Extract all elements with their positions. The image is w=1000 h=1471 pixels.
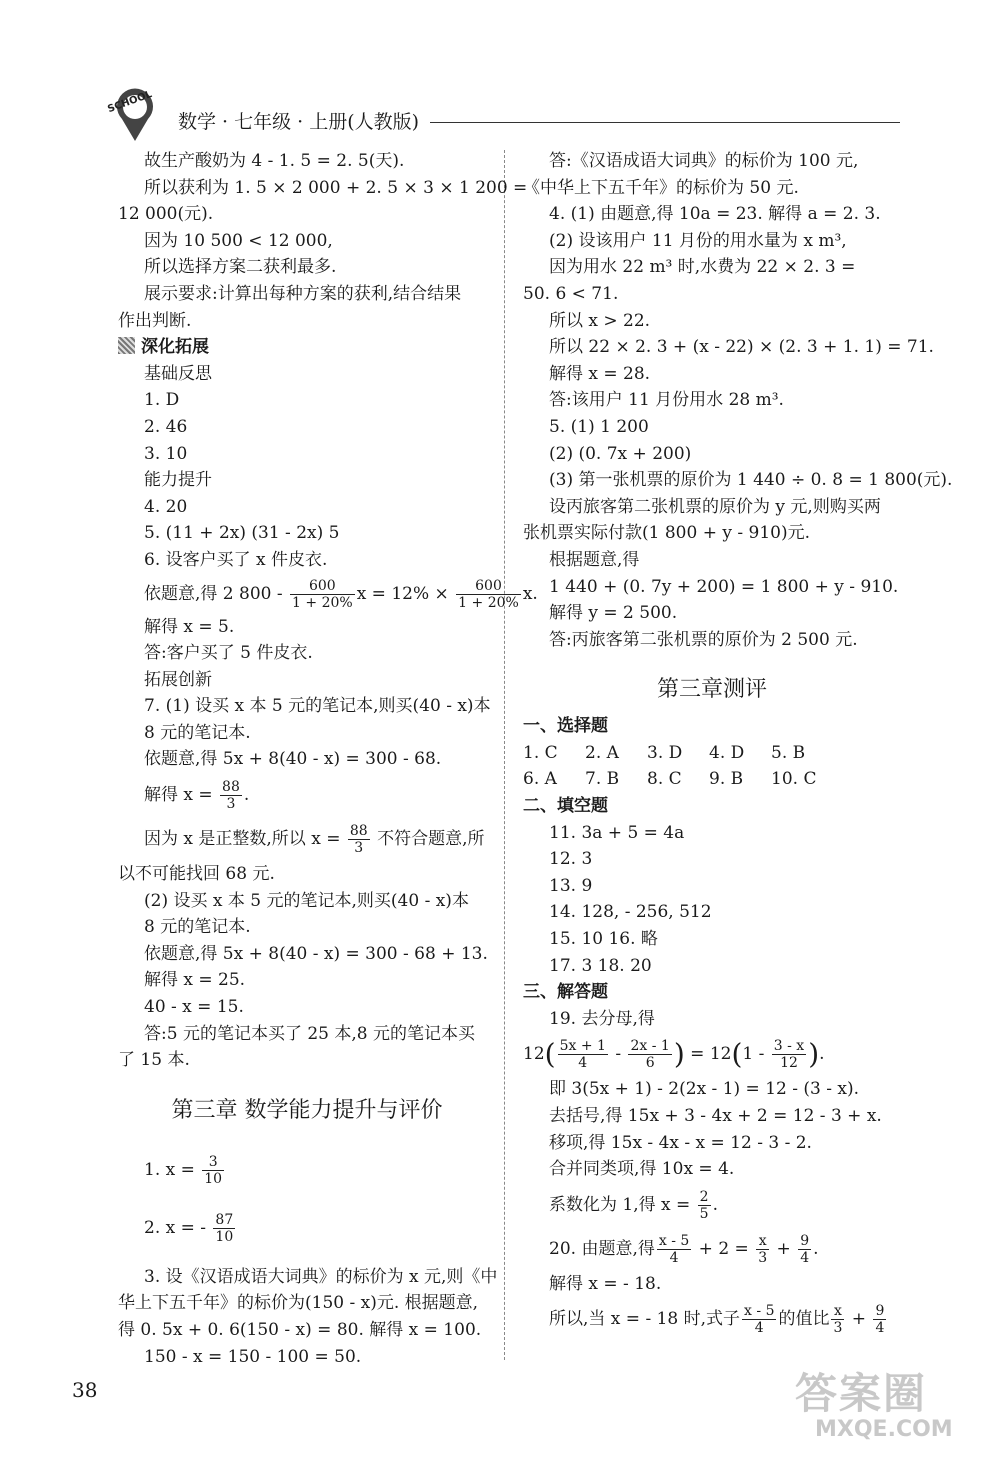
left-block-e xyxy=(118,1264,496,1370)
page-number: 38 xyxy=(72,1378,98,1402)
fraction-den: 10 xyxy=(215,1228,234,1245)
test-title: 第三章测评 xyxy=(656,677,767,703)
paren-open: ( xyxy=(544,1037,556,1071)
section-fill: 二、填空题 xyxy=(523,796,608,817)
text-line: 依题意,得 5x + 8(40 - x) = 300 - 68 + 13. xyxy=(144,943,488,964)
text-line: 7. (1) 设买 x 本 5 元的笔记本,则买(40 - x)本 xyxy=(144,696,491,717)
fraction-num: x - 5 xyxy=(744,1303,775,1320)
text-line: 13. 9 xyxy=(549,875,593,896)
fraction xyxy=(220,779,242,812)
q19-eq: = 12 xyxy=(684,1044,732,1065)
q20-pre: 20. 由题意,得 xyxy=(549,1238,655,1259)
text-line: 8 元的笔记本. xyxy=(144,722,251,743)
paren-close: ) xyxy=(673,1037,685,1071)
q20-plus: + xyxy=(771,1238,797,1259)
fraction-num: 2x - 1 xyxy=(630,1038,670,1055)
q20-conclusion xyxy=(523,1297,901,1341)
coef-post: . xyxy=(712,1194,718,1215)
text-line: 6. 设客户买了 x 件皮衣. xyxy=(144,549,328,570)
q6-pre: 依题意,得 2 800 - xyxy=(144,583,289,604)
text-line: 华上下五千年》的标价为(150 - x)元. 根据题意, xyxy=(118,1293,479,1314)
fraction xyxy=(873,1303,886,1336)
text-line: 3. 10 xyxy=(144,443,188,464)
q19-one: 1 - xyxy=(742,1044,770,1065)
fill-answers xyxy=(523,820,901,980)
page-header xyxy=(100,85,900,145)
text-line: 解得 x = 28. xyxy=(549,363,651,384)
section-choice: 一、选择题 xyxy=(523,716,608,737)
watermark-logo xyxy=(785,1361,975,1451)
q7a-pre: 解得 x = xyxy=(144,785,219,806)
text-line: 移项,得 15x - 4x - x = 12 - 3 - 2. xyxy=(549,1132,812,1153)
watermark-line1: 答案圈 xyxy=(795,1369,928,1418)
fraction-num: 3 xyxy=(202,1154,224,1171)
choice-answer: 10. C xyxy=(771,769,817,790)
fraction-num: 600 xyxy=(456,578,521,595)
fraction-num: 88 xyxy=(349,823,368,840)
header-rule xyxy=(430,122,900,123)
text-line: 150 - x = 150 - 100 = 50. xyxy=(144,1346,362,1367)
fraction-den: 4 xyxy=(800,1249,810,1266)
text-line: 即 3(5x + 1) - 2(2x - 1) = 12 - (3 - x). xyxy=(549,1079,860,1100)
c2-pre: 2. x = - xyxy=(144,1217,212,1238)
fraction-den: 3 xyxy=(354,840,364,857)
text-line: 所以 x > 22. xyxy=(549,310,651,331)
text-line: 15. 10 16. 略 xyxy=(549,929,658,950)
fraction-num: 87 xyxy=(215,1211,234,1228)
choice-row-2 xyxy=(523,766,901,793)
text-line: 答:《汉语成语大词典》的标价为 100 元, xyxy=(549,151,859,171)
fraction xyxy=(348,823,370,856)
right-block-b xyxy=(523,1076,901,1182)
text-line: 5. (1) 1 200 xyxy=(549,416,649,437)
q20-equation xyxy=(523,1227,901,1271)
coef-step xyxy=(523,1183,901,1227)
text-line: 14. 128, - 256, 512 xyxy=(549,902,712,923)
right-column xyxy=(523,148,953,1341)
fraction xyxy=(290,578,355,611)
choice-answer: 4. D xyxy=(709,742,745,763)
c1-pre: 1. x = xyxy=(144,1159,201,1180)
svg-text:SCHOOL: SCHOOL xyxy=(106,89,154,116)
fraction-num: 9 xyxy=(800,1232,810,1249)
text-line: (2) 设买 x 本 5 元的笔记本,则买(40 - x)本 xyxy=(144,890,469,911)
text-line: 所以 22 × 2. 3 + (x - 22) × (2. 3 + 1. 1) = 71. xyxy=(549,337,934,358)
text-line: 17. 3 18. 20 xyxy=(549,955,652,976)
school-logo-icon xyxy=(100,85,170,143)
text-line: 《中华上下五千年》的标价为 50 元. xyxy=(523,177,799,198)
fraction xyxy=(456,578,521,611)
chapter-title: 第三章 数学能力提升与评价 xyxy=(171,1097,443,1123)
q7-reason xyxy=(118,817,496,861)
text-line: 去括号,得 15x + 3 - 4x + 2 = 12 - 3 + x. xyxy=(549,1106,882,1126)
text-line: 3. 设《汉语成语大词典》的标价为 x 元,则《中 xyxy=(144,1266,498,1287)
text-line: 因为 10 500 < 12 000, xyxy=(144,230,333,251)
text-line: 1. D xyxy=(144,390,180,411)
text-line: (2) (0. 7x + 200) xyxy=(549,443,692,464)
section-heading-shenhua xyxy=(118,334,496,361)
fraction-num: 88 xyxy=(222,779,240,796)
text-line: (2) 设该用户 11 月份的用水量为 x m³, xyxy=(549,230,847,251)
watermark-line2: MXQE.COM xyxy=(815,1417,953,1442)
q19-equation xyxy=(523,1032,901,1076)
section-marker-icon xyxy=(118,337,135,354)
fraction-num: x xyxy=(831,1303,844,1320)
fraction xyxy=(772,1038,806,1071)
fraction-num: 9 xyxy=(875,1303,885,1320)
text-line: 因为用水 22 m³ 时,水费为 22 × 2. 3 = xyxy=(549,257,856,278)
fraction-den: 10 xyxy=(204,1170,223,1187)
q19-intro: 19. 去分母,得 xyxy=(549,1008,655,1029)
fraction-num: 2 xyxy=(699,1188,709,1205)
q6-post: x. xyxy=(522,583,538,604)
text-line: 解得 x = 5. xyxy=(144,616,235,637)
left-block-a xyxy=(118,148,528,334)
text-line: 设丙旅客第二张机票的原价为 y 元,则购买两 xyxy=(549,496,881,517)
fraction xyxy=(831,1303,844,1336)
text-line: 2. 46 xyxy=(144,416,188,437)
fraction-den: 1 + 20% xyxy=(292,594,353,611)
text-line: 能力提升 xyxy=(144,470,212,491)
right-block-a xyxy=(523,148,953,653)
left-block-c xyxy=(118,614,496,774)
text-line: 合并同类项,得 10x = 4. xyxy=(549,1159,735,1180)
fraction xyxy=(742,1303,776,1336)
text-line: 了 15 本. xyxy=(118,1050,190,1071)
text-line: 4. (1) 由题意,得 10a = 23. 解得 a = 2. 3. xyxy=(549,204,881,225)
q20-result: 解得 x = - 18. xyxy=(549,1273,662,1294)
q20c-mid: 的值比 xyxy=(778,1309,830,1330)
q19-end: . xyxy=(819,1044,825,1065)
column-divider xyxy=(504,150,505,1360)
q20c-pre: 所以,当 x = - 18 时,式子 xyxy=(549,1309,741,1330)
text-line: 40 - x = 15. xyxy=(144,997,244,1018)
q6-mid: x = 12% × xyxy=(356,583,455,604)
q19-minus: - xyxy=(609,1044,627,1065)
chapter-answer-2 xyxy=(118,1206,496,1250)
q20c-plus: + xyxy=(846,1309,872,1330)
fraction xyxy=(202,1154,224,1187)
text-line: 拓展创新 xyxy=(144,669,212,690)
text-line: (3) 第一张机票的原价为 1 440 ÷ 0. 8 = 1 800(元). xyxy=(549,470,953,491)
choice-answer: 5. B xyxy=(771,742,806,763)
choice-answer: 7. B xyxy=(585,769,620,790)
fraction-den: 4 xyxy=(669,1249,679,1266)
text-line: 以不可能找回 68 元. xyxy=(118,864,275,885)
left-column xyxy=(118,148,538,1370)
fraction-den: 4 xyxy=(754,1320,764,1337)
text-line: 答:客户买了 5 件皮衣. xyxy=(144,643,313,664)
left-block-d xyxy=(118,861,496,1074)
fraction-den: 1 + 20% xyxy=(458,594,519,611)
chapter-answer-1 xyxy=(118,1148,496,1192)
text-line: 张机票实际付款(1 800 + y - 910)元. xyxy=(523,523,810,544)
section-heading-text: 深化拓展 xyxy=(141,337,209,358)
text-line: 1 440 + (0. 7y + 200) = 1 800 + y - 910. xyxy=(549,576,899,597)
left-block-b xyxy=(118,361,496,574)
fraction-den: 6 xyxy=(645,1055,655,1072)
fraction xyxy=(698,1189,711,1222)
text-line: 11. 3a + 5 = 4a xyxy=(549,822,685,843)
fraction-den: 3 xyxy=(226,796,236,813)
text-line: 答:该用户 11 月份用水 28 m³. xyxy=(549,390,784,411)
text-line: 故生产酸奶为 4 - 1. 5 = 2. 5(天). xyxy=(144,151,405,171)
fraction xyxy=(628,1038,671,1071)
fraction xyxy=(213,1212,235,1245)
choice-answer: 1. C xyxy=(523,742,558,763)
paren-close: ) xyxy=(808,1037,820,1071)
choice-answer: 6. A xyxy=(523,769,557,790)
choice-row-1 xyxy=(523,740,901,767)
text-line: 4. 20 xyxy=(144,496,188,517)
fraction-den: 3 xyxy=(758,1249,768,1266)
section-solve: 三、解答题 xyxy=(523,982,608,1003)
fraction xyxy=(798,1233,811,1266)
q6-equation xyxy=(118,574,538,614)
fraction-num: 5x + 1 xyxy=(559,1038,606,1055)
fraction-num: 600 xyxy=(290,578,355,595)
q19-coef: 12 xyxy=(523,1044,545,1065)
text-line: 得 0. 5x + 0. 6(150 - x) = 80. 解得 x = 100. xyxy=(118,1320,482,1340)
fraction-den: 5 xyxy=(699,1205,709,1222)
text-line: 作出判断. xyxy=(118,310,192,331)
text-line: 12. 3 xyxy=(549,849,593,870)
q7-solution xyxy=(118,773,496,817)
text-line: 答:5 元的笔记本买了 25 本,8 元的笔记本买 xyxy=(144,1023,476,1044)
q7a-post: . xyxy=(243,785,250,806)
fraction xyxy=(558,1038,608,1071)
fraction-den: 12 xyxy=(780,1055,798,1072)
fraction-den: 3 xyxy=(833,1320,843,1337)
text-line: 12 000(元). xyxy=(118,204,214,225)
choice-answer: 9. B xyxy=(709,769,744,790)
q20-mid: + 2 = xyxy=(693,1238,755,1259)
text-line: 8 元的笔记本. xyxy=(144,917,251,938)
text-line: 依题意,得 5x + 8(40 - x) = 300 - 68. xyxy=(144,749,442,770)
choice-answer: 2. A xyxy=(585,742,619,763)
fraction-den: 4 xyxy=(875,1320,885,1337)
text-line: 解得 y = 2 500. xyxy=(549,603,678,624)
q7b-pre: 因为 x 是正整数,所以 x = xyxy=(144,829,346,850)
text-line: 答:丙旅客第二张机票的原价为 2 500 元. xyxy=(549,629,858,650)
q7b-post: 不符合题意,所 xyxy=(371,829,485,850)
text-line: 基础反思 xyxy=(144,363,212,384)
choice-answer: 8. C xyxy=(647,769,682,790)
coef-pre: 系数化为 1,得 x = xyxy=(549,1194,696,1215)
text-line: 解得 x = 25. xyxy=(144,970,246,991)
text-line: 根据题意,得 xyxy=(549,549,640,570)
fraction-num: x xyxy=(756,1233,769,1250)
paren-open: ( xyxy=(731,1037,743,1071)
q20-post: . xyxy=(813,1238,819,1259)
text-line: 所以获利为 1. 5 × 2 000 + 2. 5 × 3 × 1 200 = xyxy=(144,177,528,198)
fraction xyxy=(756,1233,769,1266)
text-line: 所以选择方案二获利最多. xyxy=(144,257,337,278)
text-line: 展示要求:计算出每种方案的获利,结合结果 xyxy=(144,283,462,304)
fraction xyxy=(657,1233,691,1266)
text-line: 5. (11 + 2x) (31 - 2x) 5 xyxy=(144,523,340,544)
fraction-num: x - 5 xyxy=(658,1232,690,1249)
text-line: 50. 6 < 71. xyxy=(523,283,619,304)
fraction-den: 4 xyxy=(578,1055,588,1072)
fraction-num: 3 - x xyxy=(773,1038,805,1055)
header-title: 数学 · 七年级 · 上册(人教版) xyxy=(178,111,420,133)
choice-answer: 3. D xyxy=(647,742,683,763)
